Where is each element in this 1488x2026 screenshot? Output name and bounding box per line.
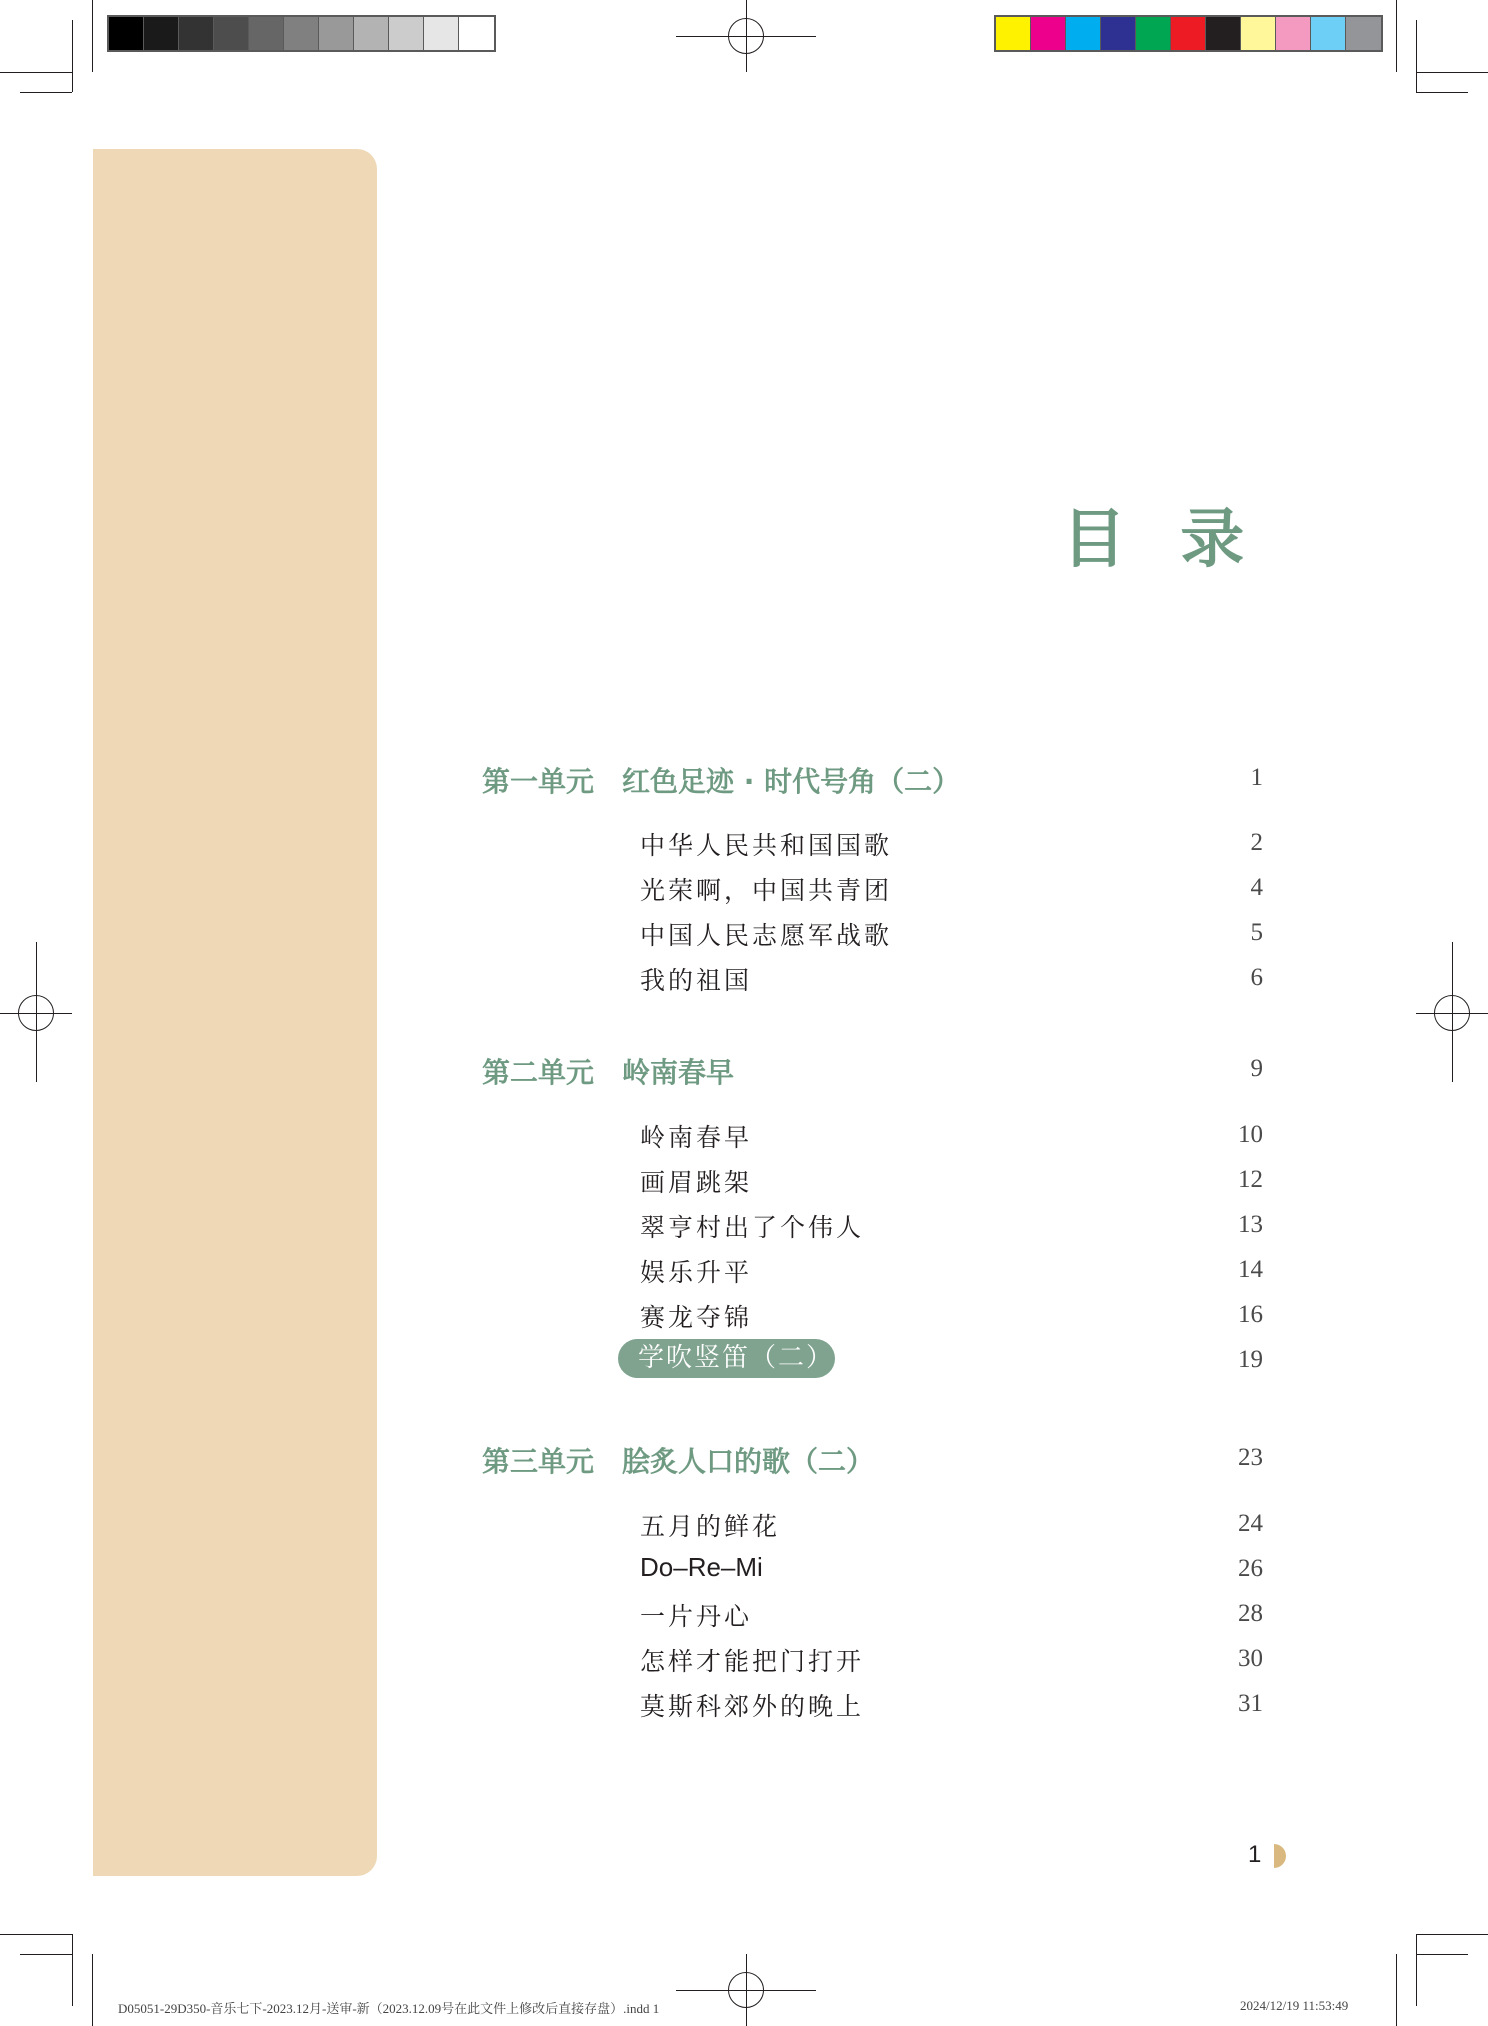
color-swatch <box>1136 17 1171 50</box>
toc-item-page: 4 <box>1250 874 1263 901</box>
color-swatch <box>1346 17 1381 50</box>
toc-item-highlighted[interactable]: 学吹竖笛（二） <box>618 1339 835 1378</box>
unit-name: 岭南春早 <box>622 1056 735 1089</box>
gray-swatch <box>109 17 144 50</box>
gray-swatch <box>144 17 179 50</box>
gray-swatch <box>214 17 249 50</box>
gray-swatch <box>249 17 284 50</box>
unit-page: 9 <box>1250 1055 1263 1082</box>
unit-number: 第一单元 <box>482 765 595 798</box>
toc-item[interactable]: Do–Re–Mi <box>640 1552 763 1582</box>
toc-item[interactable]: 中国人民志愿军战歌 <box>640 921 893 950</box>
unit-heading <box>482 760 960 800</box>
toc-item-page: 31 <box>1238 1690 1263 1717</box>
unit-number: 第二单元 <box>482 1056 595 1089</box>
color-swatch <box>1101 17 1136 50</box>
color-swatch <box>1031 17 1066 50</box>
toc-item-page: 6 <box>1250 964 1263 991</box>
toc-item-page: 28 <box>1238 1600 1263 1627</box>
toc-title: 目 录 <box>1062 503 1261 577</box>
toc-item[interactable]: 莫斯科郊外的晚上 <box>640 1692 865 1721</box>
toc-item-page: 2 <box>1250 829 1263 856</box>
toc-item-page: 10 <box>1238 1121 1263 1148</box>
toc-item-page: 13 <box>1238 1211 1263 1238</box>
gray-swatch <box>284 17 319 50</box>
slug-timestamp: 2024/12/19 11:53:49 <box>1240 1998 1349 2013</box>
toc-item-page: 14 <box>1238 1256 1263 1283</box>
unit-heading <box>482 1051 734 1091</box>
page-tab-icon <box>1274 1844 1286 1868</box>
unit-name: 脍炙人口的歌（二） <box>622 1445 875 1478</box>
color-swatch <box>1066 17 1101 50</box>
color-swatch <box>1311 17 1346 50</box>
toc-item[interactable]: 五月的鲜花 <box>640 1512 781 1541</box>
toc-item-page: 5 <box>1250 919 1263 946</box>
gray-swatch <box>179 17 214 50</box>
gray-swatch <box>354 17 389 50</box>
slug-filename: D05051-29D350-音乐七下-2023.12月-送审-新（2023.12.09号在此文件上修改后直接存盘）.indd 1 <box>118 2001 660 2016</box>
color-bar <box>994 15 1383 52</box>
unit-page: 1 <box>1250 764 1263 791</box>
page-number: 1 <box>1248 1841 1262 1868</box>
gray-swatch <box>424 17 459 50</box>
color-swatch <box>1171 17 1206 50</box>
unit-name: 红色足迹 · 时代号角（二） <box>622 765 961 798</box>
unit-page: 23 <box>1238 1444 1263 1471</box>
toc-item[interactable]: 中华人民共和国国歌 <box>640 831 893 860</box>
toc-item[interactable]: 赛龙夺锦 <box>640 1303 753 1332</box>
toc-item-page: 16 <box>1238 1301 1263 1328</box>
unit-number: 第三单元 <box>482 1445 595 1478</box>
toc-item-page: 24 <box>1238 1510 1263 1537</box>
toc-item-page: 26 <box>1238 1555 1263 1582</box>
toc-item[interactable]: 我的祖国 <box>640 966 753 995</box>
gray-swatch <box>459 17 494 50</box>
color-swatch <box>1206 17 1241 50</box>
grayscale-bar <box>107 15 496 52</box>
toc-item[interactable]: 一片丹心 <box>640 1602 753 1631</box>
toc-item[interactable]: 岭南春早 <box>640 1123 753 1152</box>
color-swatch <box>996 17 1031 50</box>
gray-swatch <box>319 17 354 50</box>
toc-item-page: 12 <box>1238 1166 1263 1193</box>
color-swatch <box>1241 17 1276 50</box>
color-swatch <box>1276 17 1311 50</box>
toc-item[interactable]: 娱乐升平 <box>640 1258 753 1287</box>
left-panel <box>93 149 377 1876</box>
toc-item[interactable]: 光荣啊，中国共青团 <box>640 876 893 905</box>
gray-swatch <box>389 17 424 50</box>
toc-item-page: 30 <box>1238 1645 1263 1672</box>
toc-item[interactable]: 画眉跳架 <box>640 1168 753 1197</box>
toc-item[interactable]: 怎样才能把门打开 <box>640 1647 865 1676</box>
toc-item[interactable]: 翠亨村出了个伟人 <box>640 1213 865 1242</box>
unit-heading <box>482 1440 874 1480</box>
toc-item-page: 19 <box>1238 1346 1263 1373</box>
